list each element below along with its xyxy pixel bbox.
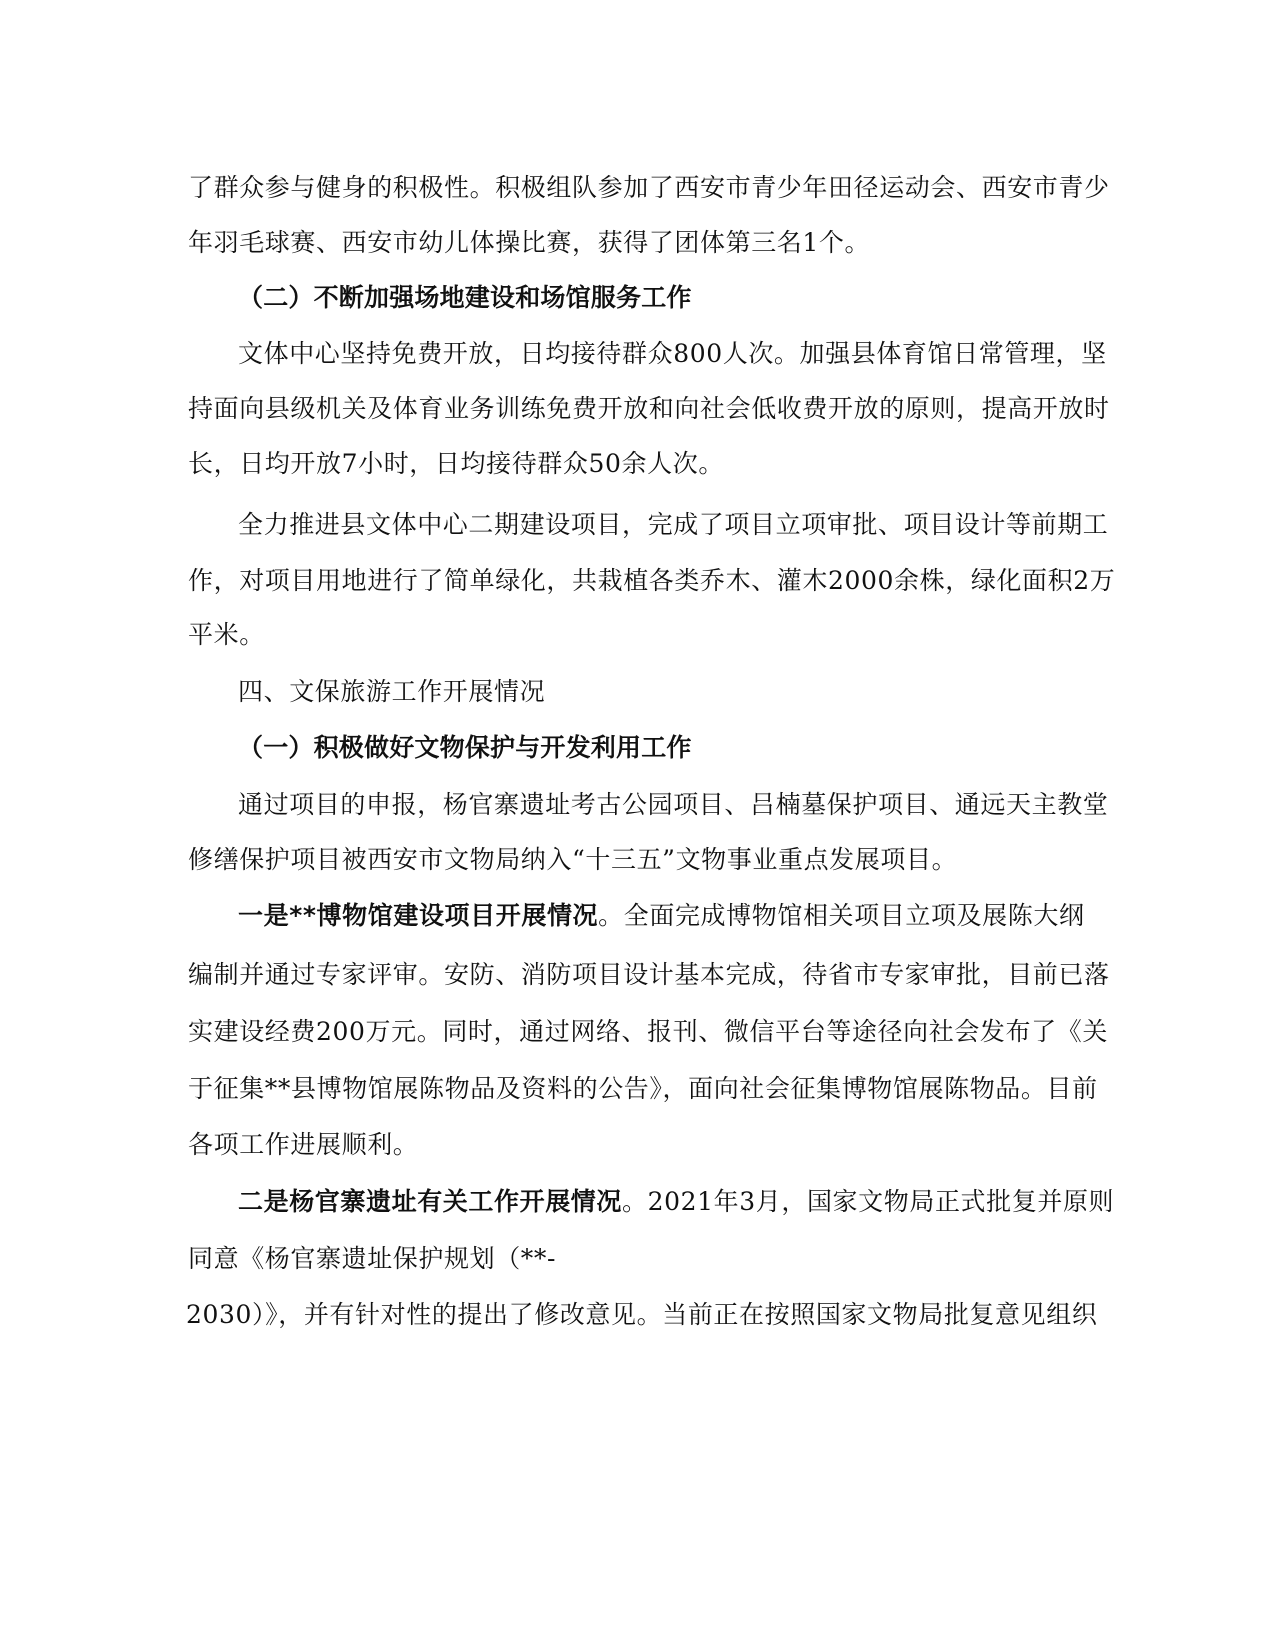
paragraph-line: 各项工作进展顺利。: [188, 1130, 419, 1159]
paragraph-line: 于征集**县博物馆展陈物品及资料的公告》，面向社会征集博物馆展陈物品。目前: [188, 1074, 1098, 1103]
paragraph-line: 持面向县级机关及体育业务训练免费开放和向社会低收费开放的原则，提高开放时: [188, 394, 1110, 423]
paragraph-line: 实建设经费200万元。同时，通过网络、报刊、微信平台等途径向社会发布了《关: [188, 1017, 1108, 1046]
section-heading: （一）积极做好文物保护与开发利用工作: [238, 733, 692, 762]
paragraph-line: 长，日均开放7小时，日均接待群众50余人次。: [188, 449, 724, 478]
paragraph-line: 同意《杨官寨遗址保护规划（**-: [188, 1244, 557, 1273]
emphasis-text: 二是杨官寨遗址有关工作开展情况: [238, 1187, 623, 1216]
paragraph-text: 。2021年3月，国家文物局正式批复并原则: [622, 1187, 1115, 1216]
paragraph-line: 年羽毛球赛、西安市幼儿体操比赛，获得了团体第三名1个。: [188, 228, 871, 257]
paragraph-line: [238, 901, 1138, 931]
paragraph-text: 。全面完成博物馆相关项目立项及展陈大纲: [598, 901, 1085, 930]
paragraph-line: 文体中心坚持免费开放，日均接待群众800人次。加强县体育馆日常管理，坚: [238, 339, 1107, 368]
paragraph-line: 2030）》，并有针对性的提出了修改意见。当前正在按照国家文物局批复意见组织: [186, 1300, 1098, 1329]
emphasis-text: 一是**博物馆建设项目开展情况: [238, 901, 599, 930]
paragraph-line: [238, 1187, 1138, 1217]
paragraph-line: 通过项目的申报，杨官寨遗址考古公园项目、吕楠墓保护项目、通远天主教堂: [238, 790, 1109, 819]
paragraph-line: 全力推进县文体中心二期建设项目，完成了项目立项审批、项目设计等前期工: [238, 510, 1109, 539]
section-heading: 四、文保旅游工作开展情况: [238, 677, 546, 706]
paragraph-line: 平米。: [188, 620, 265, 649]
paragraph-line: 作，对项目用地进行了简单绿化，共栽植各类乔木、灌木2000余株，绿化面积2万: [188, 566, 1116, 595]
paragraph-line: 了群众参与健身的积极性。积极组队参加了西安市青少年田径运动会、西安市青少: [188, 173, 1110, 202]
section-heading: （二）不断加强场地建设和场馆服务工作: [238, 283, 692, 312]
paragraph-line: 编制并通过专家评审。安防、消防项目设计基本完成，待省市专家审批，目前已落: [188, 960, 1110, 989]
paragraph-line: 修缮保护项目被西安市文物局纳入“十三五”文物事业重点发展项目。: [188, 845, 958, 874]
